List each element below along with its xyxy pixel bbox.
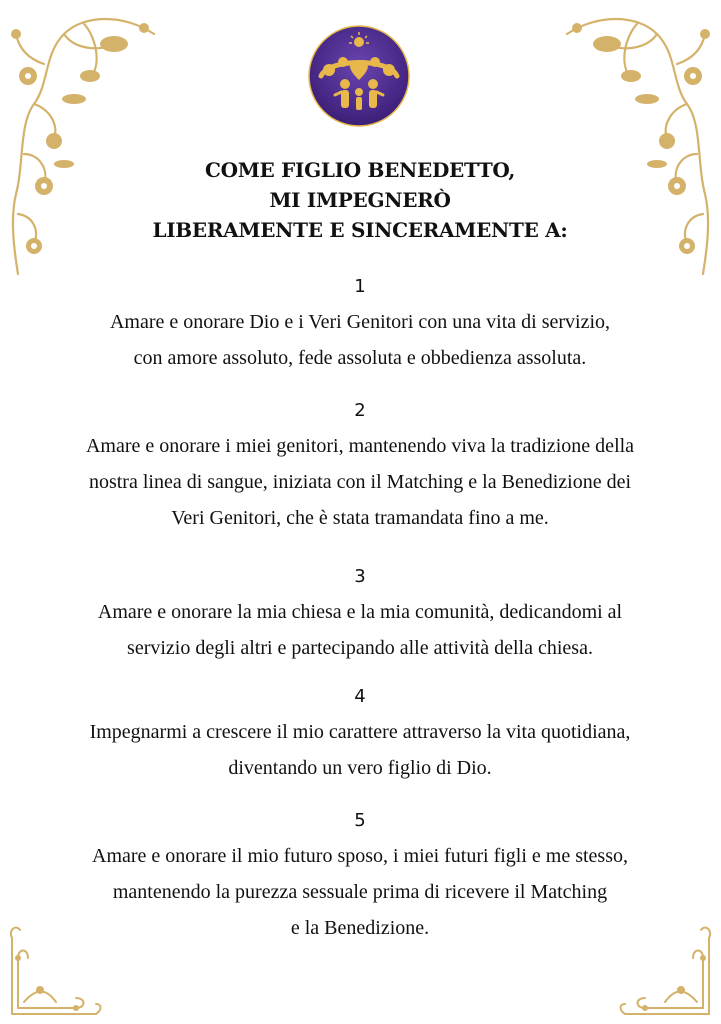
commitment-text-line: Impegnarmi a crescere il mio carattere attraverso la vita quotidiana, (89, 721, 631, 743)
commitment-item (40, 804, 680, 946)
commitment-text-line: Veri Genitori, che è stata tramandata fino a me. (171, 507, 549, 529)
commitment-text-line: servizio degli altri e partecipando alle attività della chiesa. (127, 637, 593, 659)
family-emblem-icon (307, 24, 411, 128)
commitment-item (40, 394, 680, 536)
commitment-text-line: Amare e onorare la mia chiesa e la mia comunità, dedicandomi al (97, 601, 623, 623)
heading-line-2: MI IMPEGNERÒ (269, 188, 451, 212)
commitment-text-line: e la Benedizione. (290, 917, 430, 939)
commitment-number: 2 (354, 400, 366, 421)
commitment-number: 5 (354, 810, 366, 831)
commitment-text-line: Amare e onorare i miei genitori, mantenendo viva la tradizione della (85, 435, 635, 457)
commitment-text-line: nostra linea di sangue, iniziata con il Matching e la Benedizione dei (88, 471, 632, 493)
commitment-number: 1 (354, 276, 366, 297)
commitment-text-line: con amore assoluto, fede assoluta e obbedienza assoluta. (133, 347, 587, 369)
heading-line-3: LIBERAMENTE E SINCERAMENTE A: (152, 218, 568, 242)
commitment-item (40, 270, 680, 376)
commitment-text-line: mantenendo la purezza sessuale prima di ricevere il Matching (112, 881, 608, 903)
commitment-text-line: diventando un vero figlio di Dio. (228, 757, 492, 779)
pledge-heading (60, 155, 660, 245)
commitment-item (40, 560, 680, 666)
commitment-text-line: Amare e onorare il mio futuro sposo, i miei futuri figli e me stesso, (92, 845, 628, 867)
commitment-text-line: Amare e onorare Dio e i Veri Genitori con una vita di servizio, (109, 311, 611, 333)
heading-line-1: COME FIGLIO BENEDETTO, (204, 158, 516, 182)
commitment-item (40, 680, 680, 786)
commitment-number: 3 (354, 566, 366, 587)
commitment-number: 4 (354, 686, 366, 707)
